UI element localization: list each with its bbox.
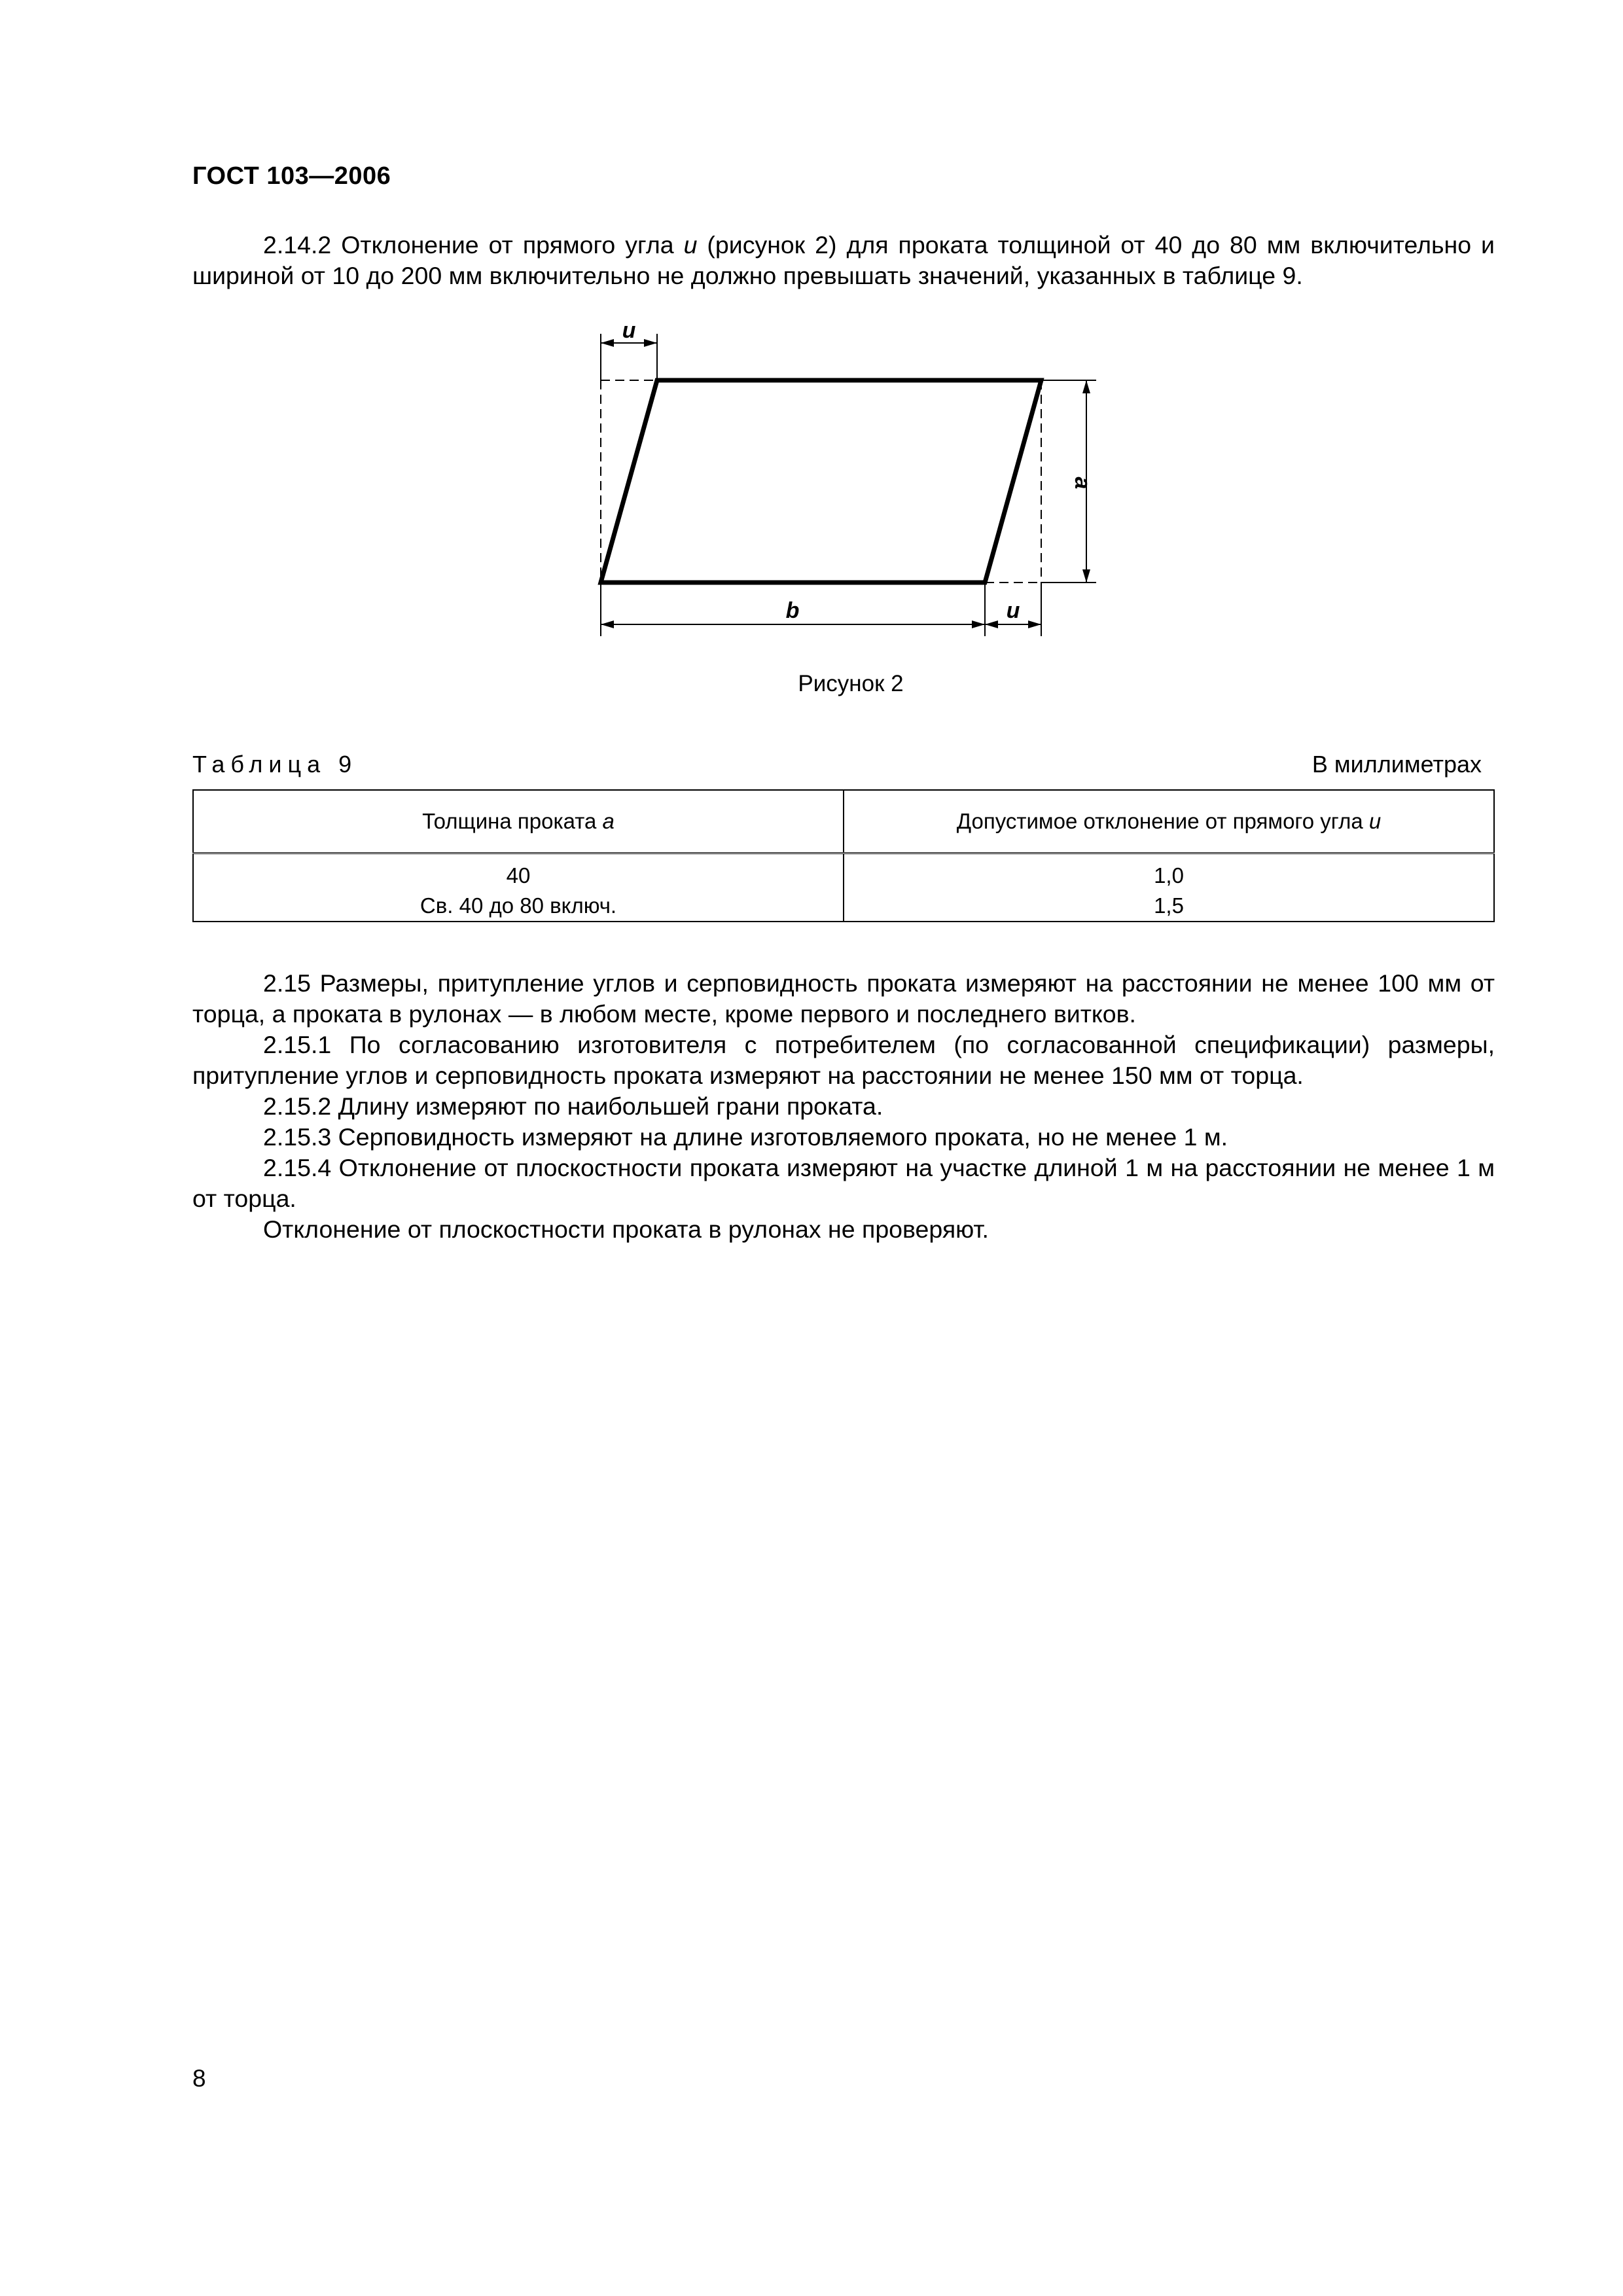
table-row [193, 853, 1494, 891]
table-cell-deviation: 1,5 [844, 891, 1494, 922]
label-b: b [785, 598, 800, 623]
arrowhead [972, 620, 985, 628]
table-cell-thickness: 40 [193, 853, 844, 891]
paragraph-2-15-2: 2.15.2 Длину измеряют по наибольшей грани проката. [263, 1092, 883, 1120]
column-header-thickness [193, 790, 844, 853]
table-9 [192, 789, 1495, 922]
column-header-deviation [844, 790, 1494, 853]
arrowhead [985, 620, 998, 628]
paragraph-2-15-3: 2.15.3 Серповидность измеряют на длине изготовляемого проката, но не менее 1 м. [263, 1123, 1228, 1151]
paragraph-text: (рисунок 2) для проката толщиной от 40 до 80 мм включительно и шириной от 10 до 200 мм включительно не должно превышать значений, указанных в таблице 9. [192, 231, 1495, 289]
table-header-row [193, 790, 1494, 853]
table-cell-deviation: 1,0 [844, 853, 1494, 891]
header-text: Толщина проката [422, 809, 603, 833]
paragraph-2-15-4: 2.15.4 Отклонение от плоскостности проката измеряют на участке длиной 1 м на расстоянии не менее 1 м от торца. [192, 1154, 1495, 1212]
figure-caption: Рисунок 2 [798, 671, 904, 696]
paragraph-2-15: 2.15 Размеры, притупление углов и серповидность проката измеряют на расстоянии не менее 100 мм от торца, а проката в рулонах — в любом месте, кроме первого и последнего витков. [192, 969, 1495, 1028]
variable-u: u [683, 231, 698, 259]
parallelogram-shape [601, 380, 1041, 583]
arrowhead [1028, 620, 1041, 628]
paragraph-text: 2.14.2 Отклонение от прямого угла [263, 231, 684, 259]
table-units: В миллиметрах [1311, 751, 1482, 778]
paragraph-note: Отклонение от плоскостности проката в рулонах не проверяют. [263, 1215, 989, 1243]
label-u-bottom: u [1006, 598, 1020, 623]
variable-a: a [602, 809, 615, 833]
table-title: Таблица 9 [192, 751, 358, 778]
arrowhead [601, 620, 614, 628]
figure-2-diagram [563, 314, 1139, 655]
variable-u: u [1368, 809, 1382, 833]
page-number: 8 [192, 2065, 206, 2092]
arrowhead [644, 339, 657, 347]
paragraph-2-14-2 [192, 230, 1495, 291]
document-header: ГОСТ 103—2006 [192, 162, 391, 190]
label-a: a [1070, 476, 1095, 490]
table-row [193, 891, 1494, 922]
label-u-top: u [622, 318, 636, 343]
paragraph-2-15-1: 2.15.1 По согласованию изготовителя с потребителем (по согласованной спецификации) размеры, притупление углов и серповидность проката измеряют на расстоянии не менее 150 мм от торца. [192, 1031, 1495, 1089]
arrowhead [1082, 380, 1090, 393]
header-text: Допустимое отклонение от прямого угла [956, 809, 1369, 833]
arrowhead [1082, 569, 1090, 583]
table-cell-thickness: Св. 40 до 80 включ. [193, 891, 844, 922]
arrowhead [601, 339, 614, 347]
